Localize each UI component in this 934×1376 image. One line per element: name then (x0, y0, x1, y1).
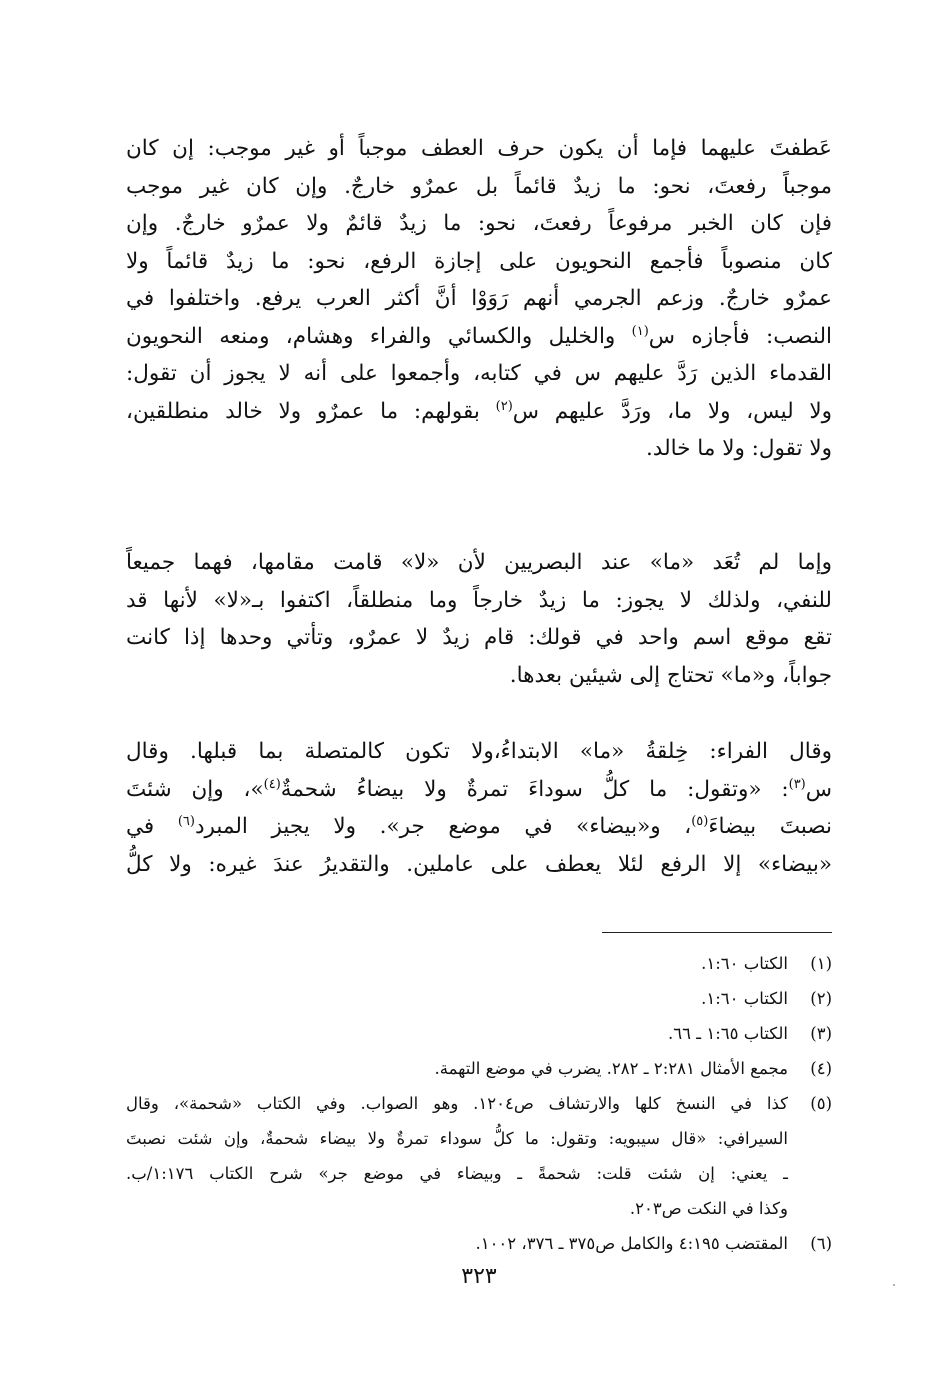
footnote-separator (602, 932, 832, 933)
text-segment: »، وإن شئتَ (126, 776, 264, 802)
text-line: «بيضاء» إلا الرفع لئلا يعطف على عاملين. والتقديرُ عندَ غيره: ولا كلُّ (126, 851, 832, 877)
footnote-item (126, 1016, 832, 1051)
paragraph-2 (126, 544, 832, 694)
footnote-line: السيرافي: «قال سيبويه: وتقول: ما كلُّ سوداء تمرةٌ ولا بيضاء شحمةٌ، وإن شئت نصبتَ (126, 1129, 788, 1148)
text-segment: النصب: فأجازه س (648, 323, 833, 349)
footnote-number: (٤) (810, 1059, 832, 1078)
text-line (126, 771, 832, 809)
footnote-ref-5[interactable]: (٥) (691, 813, 709, 829)
text-segment: والخليل والكسائي والفراء وهشام، ومنعه النحويون (126, 323, 632, 349)
text-line: كان منصوباً فأجمع النحويون على إجازة الرفع، نحو: ما زيدٌ قائماً ولا (126, 248, 832, 274)
text-line: القدماء الذين رَدَّ عليهم س في كتابه، وأجمعوا على أنه لا يجوز أن تقول: (126, 361, 832, 386)
text-segment: : «وتقول: ما كلُّ سوداءَ تمرةٌ ولا بيضاءُ شحمةٌ (280, 776, 789, 802)
footnote-number: (١) (810, 954, 832, 973)
footnote-number: (٢) (810, 989, 832, 1008)
footnote-text: الكتاب ١:٦٥ ـ ٦٦. (668, 1024, 788, 1043)
text-line: موجباً رفعتَ، نحو: ما زيدٌ قائماً بل عمرٌو خارجٌ. وإن كان غير موجب (126, 173, 832, 199)
text-segment: س (805, 776, 832, 802)
footnote-line: وكذا في النكت ص٢٠٣. (629, 1199, 788, 1218)
text-line: عَطفتَ عليهما فإما أن يكون حرف العطف موجباً أو غير موجب: إن كان (126, 136, 832, 161)
text-line: تقع موقع اسم واحد في قولك: قام زيدٌ لا عمرٌو، وتأتي وحدها إذا كانت (126, 625, 832, 650)
footnote-line: كذا في النسخ كلها والارتشاف ص١٢٠٤. وهو الصواب. وفي الكتاب «شحمة»، وقال (126, 1094, 788, 1113)
text-segment: نصبتَ بيضاءَ (708, 814, 832, 839)
footnote-text: مجمع الأمثال ٢:٢٨١ ـ ٢٨٢. يضرب في موضع التهمة. (434, 1059, 788, 1078)
scan-speck (893, 1284, 895, 1286)
footnote-ref-2[interactable]: (٢) (495, 398, 513, 414)
footnote-text (126, 1086, 788, 1226)
text-segment: ، و«بيضاء» في موضع جر». ولا يجيز المبرد (194, 814, 692, 839)
footnote-number: (٦) (810, 1234, 832, 1253)
footnote-item (126, 1226, 832, 1261)
footnote-ref-3[interactable]: (٣) (788, 776, 806, 792)
paragraph-3 (126, 733, 832, 883)
footnote-text: الكتاب ١:٦٠. (701, 989, 788, 1008)
text-line: وإما لم تُعَد «ما» عند البصريين لأن «لا» قامت مقامها، فهما جميعاً (126, 550, 832, 575)
text-line (126, 318, 832, 356)
text-line: جواباً، و«ما» تحتاج إلى شيئين بعدها. (509, 662, 832, 688)
footnote-ref-4[interactable]: (٤) (263, 776, 281, 792)
footnote-text: الكتاب ١:٦٠. (701, 954, 788, 973)
footnote-item (126, 1086, 832, 1226)
footnote-item (126, 946, 832, 981)
page-number: ٣٢٣ (461, 1264, 497, 1289)
footnote-item (126, 1051, 832, 1086)
text-segment: بقولهم: ما عمرٌو ولا خالد منطلقين، (126, 398, 496, 424)
footnote-number: (٥) (810, 1094, 832, 1113)
text-line: ولا تقول: ولا ما خالد. (645, 436, 832, 461)
book-page (126, 120, 832, 1320)
footnote-item (126, 981, 832, 1016)
text-line (126, 393, 832, 431)
text-line: وقال الفراء: خِلقةُ «ما» الابتداءُ،ولا تكون كالمتصلة بما قبلها. وقال (126, 739, 832, 764)
paragraph-1 (126, 130, 832, 468)
footnote-ref-6[interactable]: (٦) (177, 813, 195, 829)
footnote-ref-1[interactable]: (١) (631, 323, 649, 339)
text-line: للنفي، ولذلك لا يجوز: ما زيدٌ خارجاً وما منطلقاً، اكتفوا بـ«لا» لأنها قد (126, 587, 832, 613)
text-segment: ولا ليس، ولا ما، ورَدَّ عليهم س (512, 398, 832, 424)
text-line: فإن كان الخبر مرفوعاً رفعتَ، نحو: ما زيدٌ قائمٌ ولا عمرٌو خارجٌ. وإن (126, 211, 832, 236)
text-line (126, 808, 832, 846)
footnotes (126, 946, 832, 1261)
footnote-line: ـ يعني: إن شئت قلت: شحمةً ـ وبيضاء في موضع جر» شرح الكتاب ١:١٧٦/ب. (126, 1164, 788, 1183)
text-line: عمرٌو خارجٌ. وزعم الجرمي أنهم رَوَوْا أنَّ أكثر العرب يرفع. واختلفوا في (126, 286, 832, 311)
text-segment: في (126, 814, 178, 839)
footnote-text: المقتضب ٤:١٩٥ والكامل ص٣٧٥ ـ ٣٧٦، ١٠٠٢. (475, 1234, 788, 1253)
footnote-number: (٣) (810, 1024, 832, 1043)
